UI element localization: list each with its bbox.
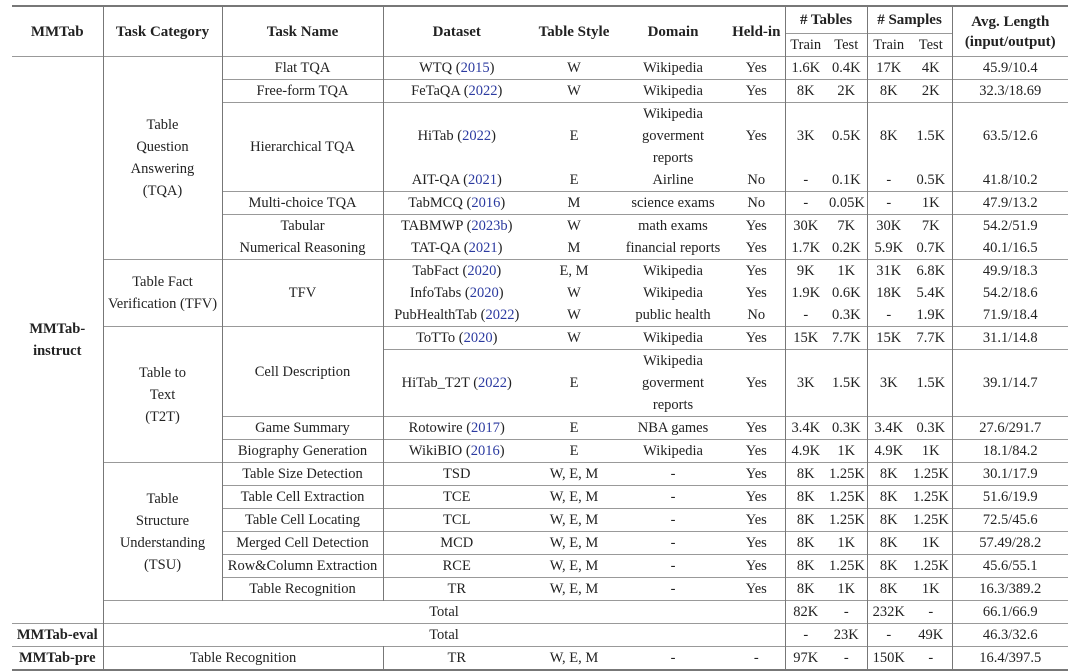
domain: Wikipedia: [618, 327, 728, 350]
task-name: Free-form TQA: [222, 80, 383, 103]
held-in: Yes: [728, 555, 785, 578]
table-style: W, E, M: [530, 578, 618, 601]
avg-length: 49.9/18.3: [952, 260, 1068, 283]
table-style: W, E, M: [530, 647, 618, 671]
avg-length: 54.2/18.6: [982, 285, 1038, 302]
tables-train: 82K: [785, 601, 826, 624]
table-style: W, E, M: [530, 509, 618, 532]
dataset-name: InfoTabs: [409, 285, 462, 302]
tables-train: 3K: [785, 103, 826, 170]
citation-year-link[interactable]: 2016: [470, 443, 500, 460]
task-category: Table Structure Understanding (TSU): [103, 463, 222, 601]
held-in: Yes: [728, 327, 785, 350]
avg-length: 71.9/18.4: [982, 307, 1038, 324]
tables-test: 1.25K: [826, 463, 867, 486]
held-in: Yes: [728, 350, 785, 417]
tables-train: 97K: [785, 647, 826, 671]
header-dataset: Dataset: [383, 6, 530, 57]
samples-test: 0.7K: [910, 237, 952, 260]
held-in: -: [728, 647, 785, 671]
header-tables-test: Test: [826, 34, 867, 57]
dataset-name: PubHealthTab: [394, 307, 477, 324]
samples-train: 8K: [867, 486, 910, 509]
samples-train: 8K: [867, 555, 910, 578]
samples-train: -: [867, 624, 910, 647]
avg-length: 39.1/14.7: [952, 350, 1068, 417]
avg-length: 54.2/51.9: [952, 215, 1068, 238]
table-style: M: [530, 192, 618, 215]
dataset-cell: TabMCQ (2016): [383, 192, 530, 215]
domain: Wikipedia: [618, 57, 728, 80]
avg-length: 40.1/16.5: [982, 240, 1038, 256]
dataset-name: WikiBIO: [408, 443, 463, 460]
tables-train: 1.7K: [791, 240, 821, 256]
domain: -: [618, 555, 728, 578]
dataset-name: HiTab_T2T: [401, 375, 470, 392]
citation-year-link[interactable]: 2022: [478, 375, 508, 392]
task-name: Flat TQA: [222, 57, 383, 80]
dataset-cell: Rotowire (2017): [383, 417, 530, 440]
task-name: TFV: [222, 260, 383, 327]
tables-test: 0.05K: [826, 192, 867, 215]
held-in: Yes: [728, 486, 785, 509]
samples-test: 4K: [910, 57, 952, 80]
domain: -: [618, 532, 728, 555]
samples-test: 1.25K: [910, 486, 952, 509]
table-style: W: [530, 215, 618, 238]
task-name: Merged Cell Detection: [222, 532, 383, 555]
domain: Airline: [652, 172, 694, 188]
avg-length: 41.8/10.2: [982, 172, 1038, 188]
dataset-name: TabMCQ: [408, 195, 463, 211]
avg-length: 46.3/32.6: [952, 624, 1068, 647]
samples-train: 31K: [867, 260, 910, 283]
header-table-style: Table Style: [530, 6, 618, 57]
tables-test: 1.25K: [826, 486, 867, 509]
held-in: Yes: [728, 417, 785, 440]
tables-test: 1K: [826, 532, 867, 555]
dataset-cell: HiTab_T2T (2022): [383, 350, 530, 417]
dataset-cell: [383, 486, 530, 509]
samples-test: 1.9K: [910, 304, 952, 327]
samples-test: 1.25K: [910, 509, 952, 532]
tables-test: 7K: [826, 215, 867, 238]
tables-train: 3.4K: [785, 417, 826, 440]
tables-test: 1K: [826, 260, 867, 283]
tables-test: 7.7K: [826, 327, 867, 350]
samples-train: 8K: [867, 103, 910, 170]
table-row: [12, 57, 1068, 80]
group-mmtab-eval: MMTab-eval: [12, 624, 103, 647]
domain: -: [618, 578, 728, 601]
avg-length: 16.3/389.2: [952, 578, 1068, 601]
table-style: W, E, M: [530, 532, 618, 555]
samples-test: 49K: [910, 624, 952, 647]
citation-year-link[interactable]: 2021: [467, 172, 497, 188]
citation-year-link[interactable]: 2021: [468, 240, 498, 256]
dataset-cell: TAT-QA (2021): [411, 240, 503, 256]
dataset-cell: HiTab (2022): [383, 103, 530, 170]
table-style: W, E, M: [530, 463, 618, 486]
tables-test: -: [826, 647, 867, 671]
samples-test: 6.8K: [910, 260, 952, 283]
dataset-name: TABMWP: [400, 218, 463, 234]
samples-train: 30K: [867, 215, 910, 238]
tables-test: 0.1K: [826, 169, 867, 192]
samples-test: 7K: [910, 215, 952, 238]
tables-test: 0.5K: [826, 103, 867, 170]
domain: -: [618, 463, 728, 486]
held-in: No: [728, 192, 785, 215]
dataset-name: HiTab: [417, 128, 454, 144]
table-style: W: [567, 285, 581, 302]
task-category: Table to Text (T2T): [103, 327, 222, 463]
held-in: Yes: [728, 215, 785, 238]
samples-test: 0.5K: [910, 169, 952, 192]
task-name: Table Recognition: [222, 578, 383, 601]
table-style: E: [530, 103, 618, 170]
citation-year-link[interactable]: 2022: [462, 128, 492, 144]
table-style: E, M: [530, 260, 618, 283]
dataset-cell: [383, 509, 530, 532]
held-in: Yes: [728, 282, 785, 304]
held-in: Yes: [728, 509, 785, 532]
table-style: M: [567, 240, 581, 256]
task-name: Table Cell Extraction: [222, 486, 383, 509]
tables-test: 0.4K: [826, 57, 867, 80]
avg-length: 51.6/19.9: [952, 486, 1068, 509]
samples-test: 1.25K: [910, 555, 952, 578]
task-name: Table Cell Locating: [222, 509, 383, 532]
samples-train: -: [886, 307, 892, 324]
header-task-category: Task Category: [103, 6, 222, 57]
dataset-name: TCL: [443, 512, 471, 529]
samples-test: 1K: [910, 440, 952, 463]
dataset-cell: [383, 555, 530, 578]
avg-length: 57.49/28.2: [952, 532, 1068, 555]
tables-test: -: [826, 601, 867, 624]
domain: Wikipedia: [618, 80, 728, 103]
tables-test: 1.25K: [826, 509, 867, 532]
tables-train: 1.9K: [791, 285, 821, 302]
samples-test: -: [910, 601, 952, 624]
domain: -: [618, 647, 728, 671]
avg-length: 66.1/66.9: [952, 601, 1068, 624]
dataset-cell: [383, 463, 530, 486]
samples-test: 7.7K: [910, 327, 952, 350]
table-style: E: [569, 172, 579, 188]
header-mmtab: MMTab: [12, 6, 103, 57]
mmtab-statistics-table: [12, 5, 1068, 671]
domain: Wikipedia goverment reports: [618, 350, 728, 417]
citation-year-link[interactable]: 2022: [485, 307, 515, 324]
dataset-cell: WikiBIO (2016): [383, 440, 530, 463]
table-style: W, E, M: [530, 486, 618, 509]
samples-train: 8K: [867, 509, 910, 532]
tables-test: 1K: [826, 578, 867, 601]
tables-train: 8K: [785, 532, 826, 555]
header-task-name: Task Name: [222, 6, 383, 57]
tables-train: 15K: [785, 327, 826, 350]
header-avg-length: Avg. Length (input/output): [952, 6, 1068, 57]
samples-train: 3.4K: [867, 417, 910, 440]
samples-test: 5.4K: [910, 282, 952, 304]
held-in: Yes: [728, 463, 785, 486]
samples-train: 5.9K: [874, 240, 904, 256]
tables-test: 1.25K: [826, 555, 867, 578]
samples-test: 1.5K: [910, 350, 952, 417]
table-style: W: [530, 80, 618, 103]
tables-train: -: [785, 192, 826, 215]
table-row: [12, 327, 1068, 350]
citation-year-link[interactable]: 2016: [471, 195, 501, 211]
avg-length: 27.6/291.7: [952, 417, 1068, 440]
avg-length: 47.9/13.2: [952, 192, 1068, 215]
dataset-name: TCE: [443, 489, 471, 506]
total-label: Total: [103, 601, 785, 624]
dataset-name: TAT-QA: [411, 240, 461, 256]
table-style: E: [530, 440, 618, 463]
dataset-name: FeTaQA: [411, 83, 461, 99]
dataset-name: TR: [447, 581, 467, 598]
avg-length: 45.9/10.4: [952, 57, 1068, 80]
samples-train: 8K: [867, 578, 910, 601]
samples-test: -: [910, 647, 952, 671]
dataset-cell: AIT-QA (2021): [411, 172, 502, 188]
samples-test: 1.25K: [910, 463, 952, 486]
domain: NBA games: [618, 417, 728, 440]
dataset-name: ToTTo: [416, 330, 456, 347]
tables-train: 4.9K: [785, 440, 826, 463]
table-style: E: [530, 417, 618, 440]
task-name: Game Summary: [222, 417, 383, 440]
samples-test: 1.5K: [910, 103, 952, 170]
tables-test: 1K: [826, 440, 867, 463]
avg-length: 32.3/18.69: [952, 80, 1068, 103]
eval-row: [12, 624, 1068, 647]
held-in: Yes: [728, 440, 785, 463]
samples-test: 1K: [910, 532, 952, 555]
dataset-name: TSD: [443, 466, 471, 483]
samples-train: -: [867, 192, 910, 215]
tables-train: -: [803, 307, 809, 324]
samples-train: 232K: [867, 601, 910, 624]
task-name: Table Size Detection: [222, 463, 383, 486]
dataset-name: AIT-QA: [411, 172, 460, 188]
dataset-cell: [383, 578, 530, 601]
task-name: Table Recognition: [103, 647, 383, 671]
group-mmtab-instruct: MMTab- instruct: [12, 57, 103, 624]
avg-length: 63.5/12.6: [952, 103, 1068, 170]
tables-train: 9K: [785, 260, 826, 283]
table-row: [12, 463, 1068, 486]
citation-year-link[interactable]: 2017: [471, 420, 501, 437]
citation-year-link[interactable]: 2020: [463, 330, 493, 347]
dataset-cell: FeTaQA (2022): [383, 80, 530, 103]
samples-train: 4.9K: [867, 440, 910, 463]
tables-test: 0.3K: [826, 304, 867, 327]
samples-train: 18K: [876, 285, 902, 302]
tables-test: 1.5K: [826, 350, 867, 417]
total-label: Total: [103, 624, 785, 647]
task-name: Multi-choice TQA: [222, 192, 383, 215]
avg-length: 18.1/84.2: [952, 440, 1068, 463]
dataset-cell: ToTTo (2020): [383, 327, 530, 350]
held-in: Yes: [728, 532, 785, 555]
dataset-name: MCD: [440, 535, 474, 552]
avg-length: 31.1/14.8: [952, 327, 1068, 350]
domain: Wikipedia: [643, 285, 703, 302]
tables-train: 8K: [785, 80, 826, 103]
held-in: Yes: [728, 80, 785, 103]
dataset-cell: WTQ (2015): [383, 57, 530, 80]
tables-train: 30K: [785, 215, 826, 238]
held-in: Yes: [728, 260, 785, 283]
citation-year-link[interactable]: 2022: [468, 83, 498, 99]
dataset-name: RCE: [442, 558, 471, 575]
tables-test: 23K: [826, 624, 867, 647]
held-in: Yes: [728, 578, 785, 601]
tables-train: -: [785, 624, 826, 647]
task-name: Cell Description: [222, 327, 383, 417]
table-style: W, E, M: [530, 555, 618, 578]
dataset-cell: InfoTabs (2020): [409, 285, 504, 302]
task-name: Tabular Numerical Reasoning: [222, 215, 383, 260]
dataset-name: Rotowire: [408, 420, 463, 437]
domain: math exams: [618, 215, 728, 238]
held-in: No: [728, 169, 785, 192]
task-name: Row&Column Extraction: [222, 555, 383, 578]
citation-year-link[interactable]: 2023b: [471, 218, 508, 234]
task-category: Table Fact Verification (TFV): [103, 260, 222, 327]
tables-train: 8K: [785, 509, 826, 532]
samples-test: 1K: [910, 578, 952, 601]
task-name: Biography Generation: [222, 440, 383, 463]
held-in: Yes: [728, 103, 785, 170]
instruct-total-row: [12, 601, 1068, 624]
avg-length: 16.4/397.5: [952, 647, 1068, 671]
dataset-cell: PubHealthTab (2022): [394, 307, 520, 324]
citation-year-link[interactable]: 2020: [467, 263, 497, 279]
domain: Wikipedia: [618, 440, 728, 463]
header-samples-test: Test: [910, 34, 952, 57]
citation-year-link[interactable]: 2015: [460, 60, 490, 76]
samples-train: 8K: [867, 463, 910, 486]
domain: public health: [635, 307, 711, 324]
table-style: E: [530, 350, 618, 417]
tables-train: 8K: [785, 463, 826, 486]
samples-train: 8K: [867, 80, 910, 103]
samples-train: 8K: [867, 532, 910, 555]
tables-test: 0.6K: [826, 282, 867, 304]
dataset-name: WTQ: [419, 60, 453, 76]
avg-length: 30.1/17.9: [952, 463, 1068, 486]
header-samples-train: Train: [867, 34, 910, 57]
task-category: Table Question Answering (TQA): [103, 57, 222, 260]
tables-train: 8K: [785, 486, 826, 509]
domain: -: [618, 509, 728, 532]
avg-length: 45.6/55.1: [952, 555, 1068, 578]
samples-train: 17K: [867, 57, 910, 80]
samples-test: 0.3K: [910, 417, 952, 440]
table-style: W: [567, 307, 581, 324]
header-tables-train: Train: [785, 34, 826, 57]
tables-test: 2K: [826, 80, 867, 103]
dataset-name: TR: [383, 647, 530, 671]
header-held-in: Held-in: [728, 6, 785, 57]
dataset-name: TabFact: [412, 263, 459, 279]
pre-row: [12, 647, 1068, 671]
domain: Wikipedia: [618, 260, 728, 283]
domain: Wikipedia goverment reports: [618, 103, 728, 170]
avg-length: 72.5/45.6: [952, 509, 1068, 532]
domain: science exams: [618, 192, 728, 215]
table-row: [12, 260, 1068, 283]
samples-train: 15K: [867, 327, 910, 350]
tables-train: 3K: [785, 350, 826, 417]
domain: -: [618, 486, 728, 509]
tables-train: 1.6K: [785, 57, 826, 80]
samples-train: 150K: [867, 647, 910, 671]
header-samples: # Samples: [867, 6, 952, 34]
held-in: Yes: [728, 237, 785, 260]
dataset-cell: TABMWP (2023b): [383, 215, 530, 238]
samples-train: -: [886, 172, 892, 188]
dataset-cell: TabFact (2020): [383, 260, 530, 283]
held-in: No: [728, 304, 785, 327]
domain: financial reports: [625, 240, 721, 256]
table-style: W: [530, 327, 618, 350]
samples-train: 3K: [867, 350, 910, 417]
tables-train: -: [803, 172, 809, 188]
samples-test: 1K: [910, 192, 952, 215]
tables-train: 8K: [785, 578, 826, 601]
header-domain: Domain: [618, 6, 728, 57]
group-mmtab-pre: MMTab-pre: [12, 647, 103, 671]
held-in: Yes: [728, 57, 785, 80]
citation-year-link[interactable]: 2020: [469, 285, 499, 302]
task-name: Hierarchical TQA: [222, 103, 383, 192]
dataset-cell: [383, 532, 530, 555]
tables-test: 0.3K: [826, 417, 867, 440]
samples-test: 2K: [910, 80, 952, 103]
table-style: W: [530, 57, 618, 80]
tables-train: 8K: [785, 555, 826, 578]
header-tables: # Tables: [785, 6, 867, 34]
tables-test: 0.2K: [826, 237, 867, 260]
